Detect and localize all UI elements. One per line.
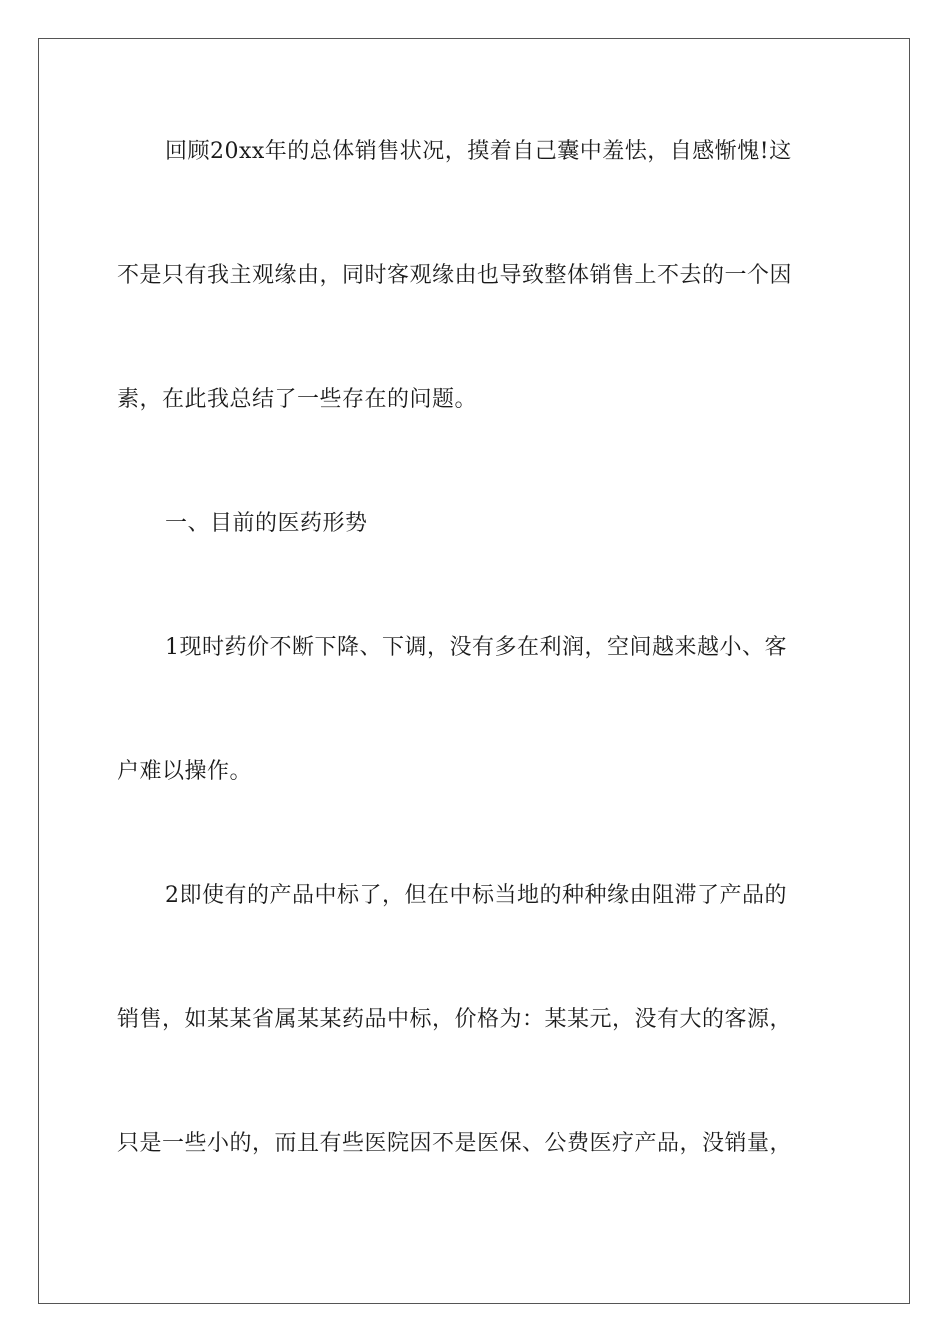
page-border [38,38,910,1304]
paragraph-line-6: 户难以操作。 [117,759,253,784]
section-heading: 一、目前的医药形势 [165,511,368,536]
paragraph-line-2: 不是只有我主观缘由，同时客观缘由也导致整体销售上不去的一个因 [117,263,793,288]
paragraph-line-1: 回顾20xx年的总体销售状况，摸着自己囊中羞怯，自感惭愧!这 [165,139,792,164]
paragraph-line-9: 只是一些小的，而且有些医院因不是医保、公费医疗产品，没销量， [117,1131,793,1156]
paragraph-line-7: 2即使有的产品中标了，但在中标当地的种种缘由阻滞了产品的 [165,883,787,908]
paragraph-line-3: 素，在此我总结了一些存在的问题。 [117,387,478,412]
paragraph-line-8: 销售，如某某省属某某药品中标，价格为：某某元，没有大的客源， [117,1007,793,1032]
paragraph-line-5: 1现时药价不断下降、下调，没有多在利润，空间越来越小、客 [165,635,787,660]
